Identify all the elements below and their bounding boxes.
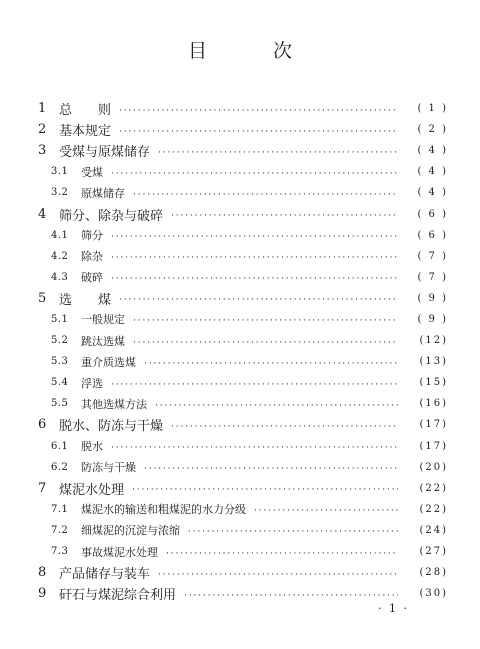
toc-entry-label: 脱水 xyxy=(81,440,103,454)
toc-entry-label: 筛分 xyxy=(81,229,103,243)
toc-entry-label: 脱水、防冻与干燥 xyxy=(59,419,164,435)
toc-subentry[interactable] xyxy=(38,182,448,203)
dot-leader xyxy=(171,422,398,432)
toc-subentry[interactable] xyxy=(38,309,448,330)
toc-entry-page: (30) xyxy=(419,588,448,600)
toc-subentry[interactable] xyxy=(38,351,448,372)
toc-entry-label: 产品储存与装车 xyxy=(59,567,151,583)
toc-entry-page: (13) xyxy=(419,356,448,368)
dot-leader xyxy=(111,232,398,242)
page-number: · 1 · xyxy=(378,602,409,615)
toc-entry-page: ( 9 ) xyxy=(417,292,448,304)
toc-entry-page: (27) xyxy=(419,546,448,558)
toc-subentry[interactable] xyxy=(38,372,448,393)
toc-entry-number: 3.1 xyxy=(51,166,69,178)
toc-entry-number: 7 xyxy=(38,480,47,496)
toc-subentry[interactable] xyxy=(38,541,448,562)
toc-entry-label: 煤泥水处理 xyxy=(59,482,125,498)
toc-entry[interactable] xyxy=(38,203,448,224)
toc-entry-page: (22) xyxy=(419,482,448,494)
dot-leader xyxy=(158,148,398,158)
toc-entry-label: 筛分、除杂与破碎 xyxy=(59,208,164,224)
toc-subentry[interactable] xyxy=(38,225,448,246)
toc-entry-number: 5.3 xyxy=(51,356,69,368)
toc-subentry[interactable] xyxy=(38,457,448,478)
toc-entry[interactable] xyxy=(38,562,448,583)
toc-entry[interactable] xyxy=(38,140,448,161)
toc-entry-number: 5.5 xyxy=(51,398,69,410)
dot-leader xyxy=(111,274,398,284)
toc-entry[interactable] xyxy=(38,288,448,309)
toc-entry-number: 4 xyxy=(38,206,47,222)
dot-leader xyxy=(188,527,398,537)
toc-entry[interactable] xyxy=(38,98,448,119)
toc-entry-label: 防冻与干燥 xyxy=(81,461,136,475)
toc-entry-page: (22) xyxy=(419,503,448,515)
toc-entry-label: 基本规定 xyxy=(59,124,112,140)
toc-entry-page: (17) xyxy=(419,419,448,431)
toc-entry-label: 总 则 xyxy=(59,103,112,119)
dot-leader xyxy=(119,106,398,116)
toc-entry-label: 浮选 xyxy=(81,376,103,390)
dot-leader xyxy=(111,169,398,179)
toc-entry-label: 事故煤泥水处理 xyxy=(81,545,158,559)
toc-entry-number: 6.2 xyxy=(51,461,69,473)
toc-entry-page: ( 1 ) xyxy=(417,103,448,115)
toc-entry[interactable] xyxy=(38,478,448,499)
toc-entry-page: (28) xyxy=(419,567,448,579)
toc-subentry[interactable] xyxy=(38,499,448,520)
toc-entry-page: ( 7 ) xyxy=(417,271,448,283)
toc-entry-number: 7.2 xyxy=(51,524,69,536)
toc-entry-page: (17) xyxy=(419,440,448,452)
dot-leader xyxy=(184,591,398,601)
toc-subentry[interactable] xyxy=(38,330,448,351)
toc-entry-label: 除杂 xyxy=(81,250,103,264)
dot-leader xyxy=(171,211,398,221)
toc-entry-number: 4.1 xyxy=(51,229,69,241)
toc-entry-page: ( 9 ) xyxy=(417,313,448,325)
toc-entry[interactable] xyxy=(38,414,448,435)
toc-entry-number: 7.1 xyxy=(51,503,69,515)
dot-leader xyxy=(133,190,398,200)
dot-leader xyxy=(133,316,398,326)
dot-leader xyxy=(166,549,398,559)
toc-entry-page: (15) xyxy=(419,377,448,389)
dot-leader xyxy=(111,443,398,453)
toc-entry-page: ( 4 ) xyxy=(417,145,448,157)
dot-leader xyxy=(111,253,398,263)
toc-entry-label: 破碎 xyxy=(81,271,103,285)
toc-entry-number: 1 xyxy=(38,101,47,117)
toc-entry-number: 6 xyxy=(38,417,47,433)
dot-leader xyxy=(158,570,398,580)
toc-entry-label: 跳汰选煤 xyxy=(81,334,125,348)
toc-entry-page: (20) xyxy=(419,461,448,473)
dot-leader xyxy=(254,506,398,516)
toc-entry-label: 煤泥水的输送和粗煤泥的水力分级 xyxy=(81,503,246,517)
toc-entry-page: ( 6 ) xyxy=(417,229,448,241)
toc-entry-number: 5 xyxy=(38,290,47,306)
toc-entry-label: 原煤储存 xyxy=(81,186,125,200)
toc-entry-label: 受煤与原煤储存 xyxy=(59,145,151,161)
toc-subentry[interactable] xyxy=(38,246,448,267)
toc-entry-label: 其他选煤方法 xyxy=(81,397,147,411)
toc-entry-number: 5.4 xyxy=(51,377,69,389)
toc-entry-number: 5.1 xyxy=(51,313,69,325)
toc-subentry[interactable] xyxy=(38,393,448,414)
dot-leader xyxy=(111,380,398,390)
toc-entry-number: 5.2 xyxy=(51,335,69,347)
toc-entry-page: ( 2 ) xyxy=(417,124,448,136)
toc-entry-label: 选 煤 xyxy=(59,292,112,308)
toc-entry-label: 细煤泥的沉淀与浓缩 xyxy=(81,524,180,538)
toc-entry-number: 7.3 xyxy=(51,546,69,558)
toc-entry-number: 4.3 xyxy=(51,271,69,283)
toc-subentry[interactable] xyxy=(38,520,448,541)
toc-entry-page: ( 4 ) xyxy=(417,166,448,178)
dot-leader xyxy=(155,401,398,411)
toc-entry-label: 矸石与煤泥综合利用 xyxy=(59,588,177,604)
toc-entry-page: ( 7 ) xyxy=(417,250,448,262)
toc-subentry[interactable] xyxy=(38,267,448,288)
toc-subentry[interactable] xyxy=(38,161,448,182)
toc-entry-number: 4.2 xyxy=(51,250,69,262)
page-title: 目 次 xyxy=(187,40,323,62)
toc-entry-number: 9 xyxy=(38,586,47,602)
dot-leader xyxy=(132,485,398,495)
toc-entry-label: 一般规定 xyxy=(81,313,125,327)
toc-entry[interactable] xyxy=(38,119,448,140)
dot-leader xyxy=(119,127,398,137)
toc-entry-page: (24) xyxy=(419,524,448,536)
toc-entry-page: (16) xyxy=(419,398,448,410)
toc-entry-label: 重介质选煤 xyxy=(81,355,136,369)
toc-subentry[interactable] xyxy=(38,436,448,457)
toc-entry-page: ( 6 ) xyxy=(417,208,448,220)
toc-entry-number: 6.1 xyxy=(51,440,69,452)
toc-entry-number: 3.2 xyxy=(51,187,69,199)
toc-entry-number: 3 xyxy=(38,143,47,159)
dot-leader xyxy=(133,338,398,348)
table-of-contents xyxy=(38,98,448,604)
dot-leader xyxy=(119,295,398,305)
dot-leader xyxy=(144,464,398,474)
toc-entry-page: (12) xyxy=(419,335,448,347)
dot-leader xyxy=(144,359,398,369)
toc-entry-number: 2 xyxy=(38,122,47,138)
toc-entry-label: 受煤 xyxy=(81,165,103,179)
toc-entry-page: ( 4 ) xyxy=(417,187,448,199)
toc-entry-number: 8 xyxy=(38,565,47,581)
